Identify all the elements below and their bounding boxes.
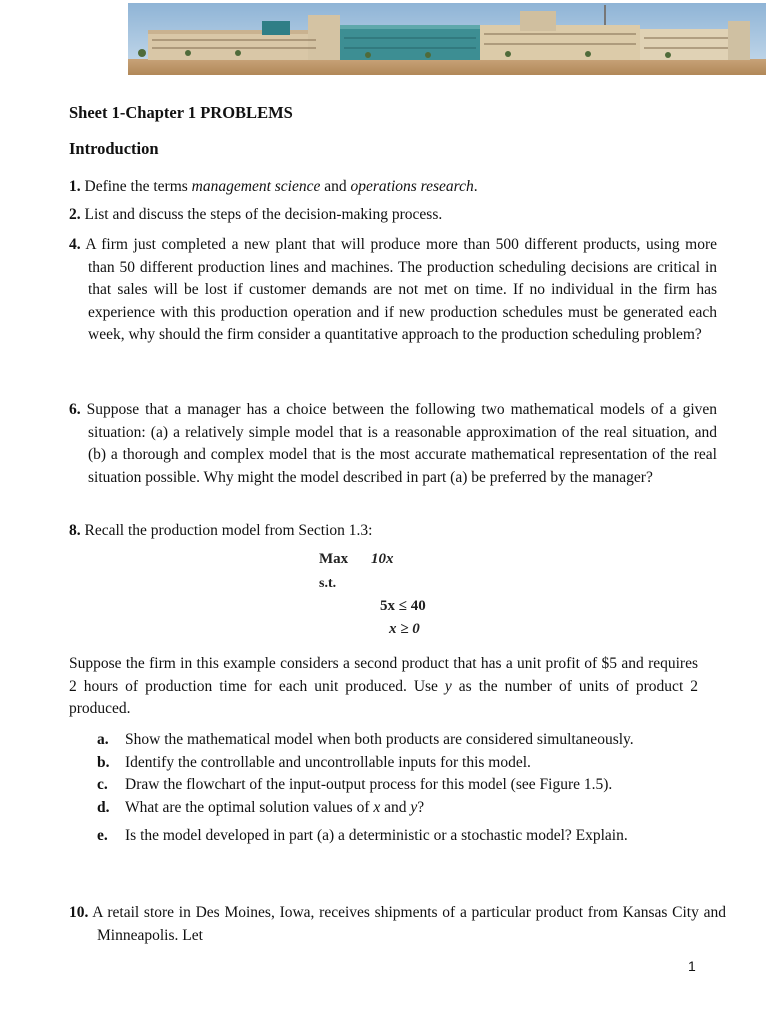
problem-2 xyxy=(69,204,717,227)
section-heading: Introduction xyxy=(69,139,159,158)
constraint-2: x ≥ 0 xyxy=(389,621,420,637)
problem-6 xyxy=(69,399,717,489)
subpart-letter: a. xyxy=(97,731,109,748)
subpart-letter: c. xyxy=(97,776,108,793)
problem-8 xyxy=(69,520,717,543)
problem-number: 6. xyxy=(69,401,81,418)
problem-10-text: A retail store in Des Moines, Iowa, receives shipments of a particular product from Kansas City and Minneapolis. Let xyxy=(92,904,726,944)
campus-building-photo xyxy=(128,3,766,75)
problem-2-text: List and discuss the steps of the decision-making process. xyxy=(84,206,443,223)
subpart-letter: e. xyxy=(97,827,108,844)
problem-8-body: Suppose the firm in this example considers a second product that has a unit profit of $5 and requires 2 hours of production time for each unit produced. Use y as the number of units of product 2 produced. xyxy=(69,655,698,717)
problem-number: 1. xyxy=(69,178,81,195)
subject-to-keyword: s.t. xyxy=(319,576,337,591)
problem-8-subparts xyxy=(97,729,698,848)
subpart-e xyxy=(97,825,698,848)
subpart-b-text: Identify the controllable and uncontrollable inputs for this model. xyxy=(125,753,531,771)
problem-6-text: Suppose that a manager has a choice between the following two mathematical models of a given situation: (a) a relatively simple model that is a reasonable approximation of the real situation, and (b) a thorough and complex model that is the most accurate mathematical representation of the real situation possible. Why might the model described in part (a) be preferred by the manager? xyxy=(86,401,718,486)
problem-number: 4. xyxy=(69,236,81,253)
problem-8-text: Recall the production model from Section 1.3: xyxy=(84,522,373,539)
subpart-d xyxy=(97,797,698,820)
page-number: 1 xyxy=(688,958,696,974)
objective-function: 10x xyxy=(371,551,394,567)
problem-4-text: A firm just completed a new plant that will produce more than 500 different products, using more than 50 different production lines and machines. The production scheduling decisions are critical in that sales will be lost if customer demands are not met on time. If no individual in the firm has experience with this production operation and if new production schedules must be generated each week, why should the firm consider a quantitative approach to the production scheduling problem? xyxy=(85,236,717,343)
sheet-title: Sheet 1-Chapter 1 PROBLEMS xyxy=(69,103,293,122)
constraint-1: 5x ≤ 40 xyxy=(380,598,426,614)
subpart-a-text: Show the mathematical model when both products are considered simultaneously. xyxy=(125,731,634,748)
subpart-c-text: Draw the flowchart of the input-output process for this model (see Figure 1.5). xyxy=(125,776,613,793)
problem-number: 2. xyxy=(69,206,81,223)
problem-number: 10. xyxy=(69,904,89,921)
problem-1-text: Define the terms management science and operations research. xyxy=(84,178,478,195)
subpart-a xyxy=(97,729,698,752)
subpart-b xyxy=(97,752,698,775)
header-banner-image xyxy=(128,3,766,75)
subpart-e-text: Is the model developed in part (a) a deterministic or a stochastic model? Explain. xyxy=(125,827,628,844)
subpart-letter: d. xyxy=(97,798,110,816)
subpart-letter: b. xyxy=(97,753,110,771)
max-keyword: Max xyxy=(319,551,349,567)
subpart-c xyxy=(97,774,698,797)
problem-number: 8. xyxy=(69,522,81,539)
problem-10 xyxy=(69,902,726,947)
subpart-d-text: What are the optimal solution values of x and y? xyxy=(125,798,425,816)
problem-4 xyxy=(69,234,717,347)
problem-1 xyxy=(69,176,717,199)
production-model xyxy=(319,551,449,641)
